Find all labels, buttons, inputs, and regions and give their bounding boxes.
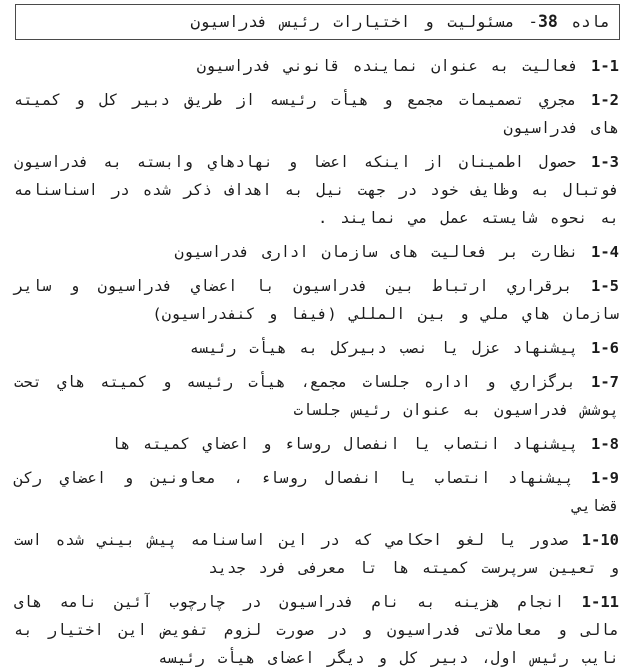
list-item [14,334,619,362]
item-text: فعاليت به عنوان نماينده قانوني فدراسيون [196,57,579,75]
list-item [14,238,619,266]
list-item [14,588,619,672]
item-text: برگزاري و اداره جلسات مجمع، هيأت رئيسه و كميته هاي تحت پوشش فدراسيون به عنوان رئيس جلسات [14,373,619,419]
list-item [14,52,619,80]
item-text: مجري تصميمات مجمع و هيأت رئيسه از طريق دبير كل و كميته های فدراسيون [14,91,619,137]
list-item [14,464,619,520]
item-number: 1-1 [591,57,619,75]
item-number: 1-6 [591,339,619,357]
article-word: ماده [571,12,610,31]
list-item [14,430,619,458]
item-number: 1-8 [591,435,619,453]
item-text: صدور يا لغو احكامي كه در اين اساسنامه پيش بيني شده است و تعيين سرپرست كميته ها تا معرفی فرد جديد [14,531,619,577]
list-item [14,368,619,424]
item-text: نظارت بر فعاليت های سازمان اداری فدراسيون [174,243,579,261]
item-number: 1-9 [590,469,619,487]
item-text: حصول اطمينان از اينكه اعضا و نهادهاي وابسته به فدراسيون فوتبال به وظايف خود در جهت نيل به اهداف ذكر شده در اسناسنامه به نحوه شايسته عمل مي نمايند . [14,153,619,227]
item-number: 1-2 [591,91,619,109]
item-number: 1-10 [581,531,619,549]
clause-list [14,50,621,672]
article-heading [15,4,620,40]
list-item [14,86,619,142]
list-item [14,272,619,328]
item-number: 1-5 [591,277,619,295]
item-text: انجام هزينه به نام فدراسيون در چارچوب آئين نامه های مالی و معاملاتی فدراسيون و در صورت لزوم تفويض اين اختيار به نايب رئيس اول، دبير كل و ديگر اعضای هيأت رئيسه [14,593,619,667]
item-number: 1-7 [591,373,619,391]
item-text: پيشنهاد عزل يا نصب دبيركل به هيأت رئيسه [189,339,579,357]
article-number: 38 [537,12,558,31]
item-text: پيشنهاد انتصاب يا انفصال روساء ، معاونين و اعضاي ركن قضايي [14,469,619,515]
item-text: برقراري ارتباط بين فدراسيون با اعضاي فدراسيون و ساير سازمان هاي ملي و بين المللي (فيفا و كنفدراسيون) [14,277,619,323]
item-number: 1-4 [591,243,619,261]
item-number: 1-3 [591,153,619,171]
item-text: پيشنهاد انتصاب يا انفصال روساء و اعضاي كميته ها [111,435,579,453]
list-item [14,148,619,232]
article-heading-rest: - مسئوليت و اختيارات رئيس فدراسيون [190,12,538,31]
item-number: 1-11 [581,593,619,611]
list-item [14,526,619,582]
